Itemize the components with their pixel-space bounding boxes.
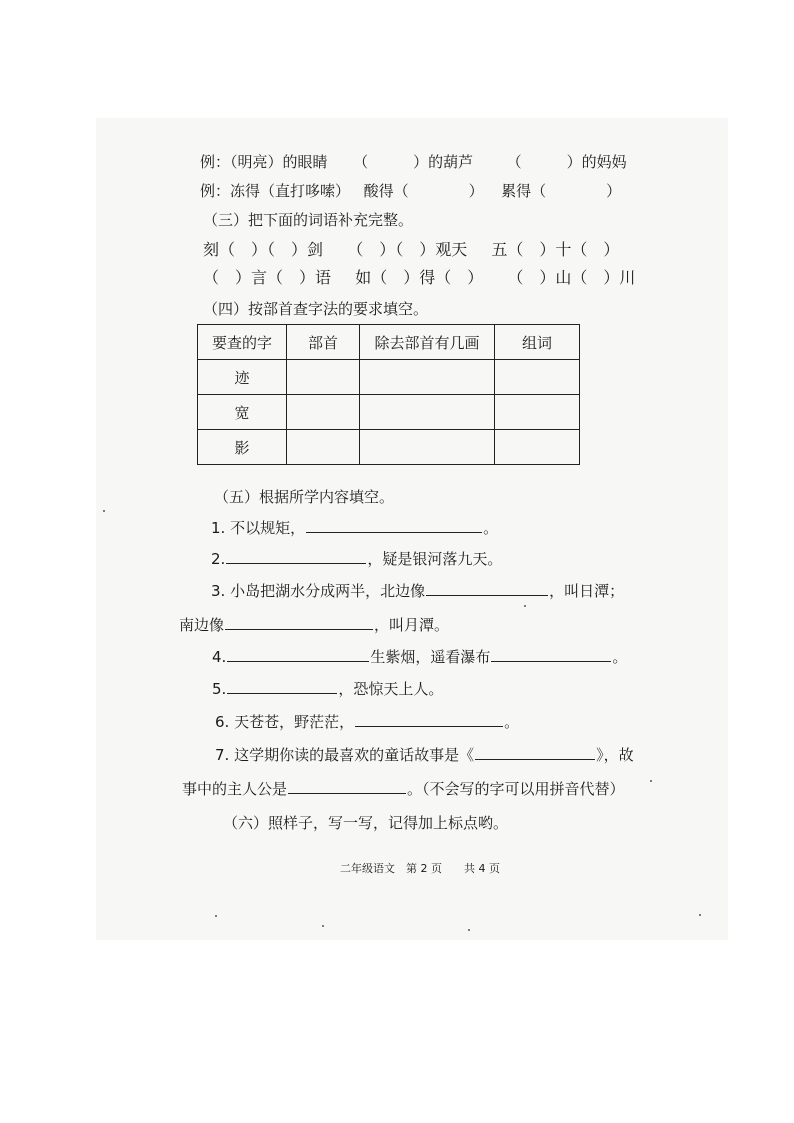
q7b-end: 。（不会写的字可以用拼音代替） [407,780,625,798]
question-6 [215,712,519,732]
example-2-label: 例：冻得（直打哆嗦） [200,182,351,200]
idiom-1: 刻（ ）（ ）剑 [203,240,324,259]
q3-text: 3. 小岛把湖水分成两半，北边像 [211,582,426,600]
example-1-item-3: （ ）的妈妈 [506,153,627,171]
section-3-row-1 [203,240,619,260]
question-3 [211,581,624,601]
radical-table [197,324,580,465]
idiom-4: （ ）言（ ）语 [203,268,332,287]
idiom-2: （ ）（ ）观天 [347,240,468,259]
example-line-1 [200,152,627,172]
q5-num: 5. [212,680,227,698]
table-header: 除去部首有几画 [360,325,495,360]
q3b-blank[interactable] [225,615,373,630]
table-row [198,360,580,395]
section-4-heading: （四）按部首查字法的要求填空。 [203,300,429,318]
table-row [198,430,580,465]
table-cell-word[interactable] [495,360,580,395]
example-2-item-3: 累得（ ） [501,182,622,200]
scan-speck [699,914,701,916]
q1-blank[interactable] [306,518,482,533]
q2-blank[interactable] [226,549,366,564]
q5-blank[interactable] [227,679,337,694]
table-cell-word[interactable] [495,430,580,465]
table-cell-word[interactable] [495,395,580,430]
q7-end: 》，故 [596,746,634,764]
example-1-label: 例：（明亮）的眼睛 [200,153,328,171]
section-6-heading: （六）照样子，写一写，记得加上标点哟。 [223,814,509,832]
example-line-2 [200,181,621,201]
table-cell-radical[interactable] [287,395,360,430]
q6-end: 。 [504,713,520,731]
scan-speck [215,915,217,917]
table-char: 影 [198,430,287,465]
section-3-row-2 [203,268,635,288]
page-footer: 二年级语文 第 2 页 共 4 页 [340,862,500,875]
table-cell-strokes[interactable] [360,395,495,430]
table-header: 组词 [495,325,580,360]
q6-blank[interactable] [355,712,503,727]
table-char: 迹 [198,360,287,395]
q6-text: 6. 天苍苍，野茫茫， [215,713,355,731]
q7b-blank[interactable] [288,779,406,794]
q4-end: 。 [612,648,628,666]
scan-speck [524,605,526,607]
q7-blank-title[interactable] [475,745,595,760]
q2-text: ，疑是银河落九天。 [367,550,503,568]
q4-blank-2[interactable] [491,647,611,662]
q3-end: ，叫日潭； [549,582,625,600]
section-3-heading: （三）把下面的词语补充完整。 [203,211,414,229]
table-char: 宽 [198,395,287,430]
example-1-item-2: （ ）的葫芦 [353,153,474,171]
question-4 [212,647,627,667]
q5-text: ，恐惊天上人。 [338,680,444,698]
example-2-item-2: 酸得（ ） [363,182,484,200]
scan-speck [322,925,324,927]
q7-text: 7. 这学期你读的最喜欢的童话故事是《 [215,746,475,764]
q2-num: 2. [211,550,226,568]
question-3-cont [179,615,449,635]
q3-blank[interactable] [426,581,548,596]
q3b-text: 南边像 [179,616,225,634]
table-header: 部首 [287,325,360,360]
scan-speck [103,510,105,512]
q4-text: 生紫烟，遥看瀑布 [370,648,491,666]
q1-end: 。 [483,519,499,537]
table-cell-radical[interactable] [287,360,360,395]
table-header-row [198,325,580,360]
table-header: 要查的字 [198,325,287,360]
scan-speck [468,929,470,931]
question-1 [211,518,498,538]
question-7-cont [182,779,625,799]
idiom-3: 五（ ）十（ ） [491,240,620,259]
scan-speck [650,780,652,782]
idiom-5: 如（ ）得（ ） [355,268,484,287]
question-7 [215,745,634,765]
question-5 [212,679,443,699]
q7b-text: 事中的主人公是 [182,780,288,798]
table-row [198,395,580,430]
q4-num: 4. [212,648,227,666]
q3b-end: ，叫月潭。 [374,616,450,634]
q1-text: 1. 不以规矩， [211,519,306,537]
question-2 [211,549,502,569]
table-cell-radical[interactable] [287,430,360,465]
section-5-heading: （五）根据所学内容填空。 [214,488,395,506]
table-cell-strokes[interactable] [360,430,495,465]
table-cell-strokes[interactable] [360,360,495,395]
idiom-6: （ ）山（ ）川 [507,268,636,287]
q4-blank-1[interactable] [227,647,369,662]
